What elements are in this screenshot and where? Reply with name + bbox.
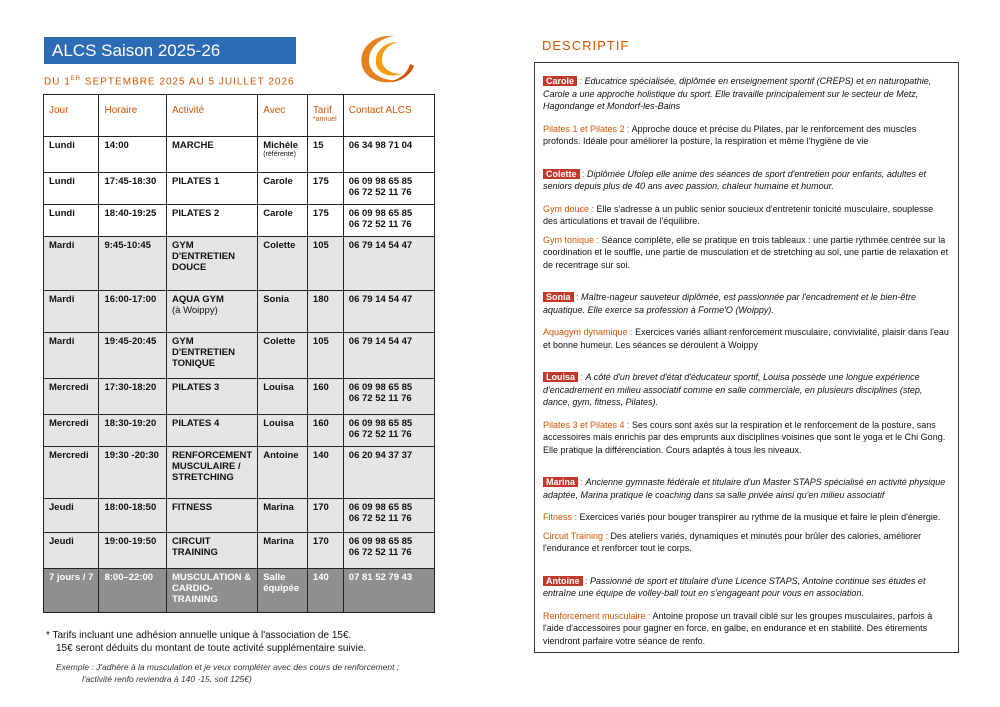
contact-phone: 06 72 52 11 76 (348, 547, 412, 558)
cell-horaire: 19:00-19:50 (99, 533, 167, 569)
table-row (44, 237, 435, 291)
cell-tarif: 160 (307, 415, 343, 447)
course-name: Renforcement musculaire : (543, 610, 653, 621)
header-activite: Activité (166, 95, 257, 137)
cell-jour: Mardi (44, 237, 99, 291)
table-row (44, 569, 435, 613)
table-row (44, 499, 435, 533)
cell-activite (166, 415, 257, 447)
coach-name-tag: Carole (543, 76, 577, 86)
cell-tarif: 105 (307, 237, 343, 291)
contact-phone: 06 09 98 65 85 (348, 208, 413, 219)
course-text: Exercices variés pour bouger transpirer au rythme de la musique et faire le plein d'énergie. (579, 512, 941, 522)
course-text: Séance complète, elle se pratique en trois tableaux : une partie rythmée centrée sur la coordination et le souffle, une partie de musculation et de stretching au sol, une partie de relaxation et de recentrage sur soi. (543, 234, 949, 270)
cell-activite (166, 333, 257, 379)
section-gap (543, 357, 950, 371)
table-row (44, 533, 435, 569)
cell-horaire: 19:45-20:45 (99, 333, 167, 379)
cell-tarif: 140 (307, 447, 343, 499)
course-description (543, 511, 950, 524)
cell-activite (166, 379, 257, 415)
contact-phone: 06 79 14 54 47 (348, 294, 413, 305)
cell-horaire: 18:40-19:25 (99, 205, 167, 237)
header-horaire: Horaire (99, 95, 167, 137)
colon: : (582, 575, 591, 586)
section-gap (543, 462, 950, 476)
colon: : (578, 477, 586, 487)
header-jour: Jour (44, 95, 99, 137)
cell-jour: 7 jours / 7 (44, 569, 99, 613)
coach-bio (543, 75, 950, 113)
header-tarif: Tarif $^{*annuel}$ (307, 95, 343, 137)
cell-horaire: 17:45-18:30 (99, 173, 167, 205)
course-description (543, 530, 950, 555)
cell-jour: Mercredi (44, 379, 99, 415)
cell-jour: Jeudi (44, 533, 99, 569)
coach-bio-text: Ancienne gymnaste fédérale et titulaire d'un Master STAPS spécialisé en activité physique adaptée, Marina pratique le coaching dans sa salle privée ainsi qu'en milieu associatif (543, 477, 946, 500)
course-name: Pilates 3 et Pilates 4 : (543, 419, 633, 430)
activite-line: STRETCHING (171, 472, 234, 483)
course-description (543, 326, 950, 351)
cell-contact (343, 533, 434, 569)
table-header-row (44, 95, 435, 137)
course-name: Fitness : (543, 512, 580, 522)
cell-tarif: 175 (307, 205, 343, 237)
course-name: Pilates 1 et Pilates 2 : (543, 123, 632, 134)
cell-jour: Jeudi (44, 499, 99, 533)
contact-phone: 07 81 52 79 43 (348, 572, 413, 583)
cell-contact (343, 569, 434, 613)
contact-phone: 06 09 98 65 85 (348, 418, 413, 429)
cell-contact (343, 333, 434, 379)
cell-avec: Sonia (258, 291, 308, 333)
cell-avec: Marina (258, 533, 308, 569)
coach-bio-text: A côté d'un brevet d'état d'éducateur sportif, Louisa possède une longue expérience d'encadrement en milieu associatif comme en salle commerciale, en plusieurs disciplines (step, dance, gym, fitness, Pilates). (543, 372, 923, 407)
cell-activite (166, 237, 257, 291)
section-gap (543, 154, 950, 168)
activite-sub: (à Woippy) (171, 305, 218, 316)
cell-avec: Colette (258, 333, 308, 379)
table-row (44, 173, 435, 205)
activite-line: D'ENTRETIEN (171, 347, 235, 358)
course-name: Gym douce : (543, 203, 597, 214)
coach-name-tag: Colette (543, 169, 580, 179)
course-text: Antoine propose un travail ciblé sur les groupes musculaires, parfois à l'aide d'accessoires pour gagner en force, en galbe, en endurance et en stabilité. Des étirements viendront parfaire votre séance de renfo. (543, 610, 933, 646)
avec-sub: (référente) (263, 151, 296, 158)
section-gap (543, 561, 950, 575)
descriptif-box (534, 62, 959, 653)
cell-activite (166, 569, 257, 613)
course-text: Exercices variés alliant renforcement musculaire, convivialité, plaisir dans l'eau et bonne humeur. Les séances se déroulent à Woippy (543, 327, 949, 350)
descriptif-title: DESCRIPTIF (542, 38, 630, 53)
cell-avec: Michèle (référente) (258, 137, 308, 173)
page-title: ALCS Saison 2025-26 (44, 37, 296, 64)
cell-contact (343, 237, 434, 291)
cell-avec: Carole (258, 205, 308, 237)
cell-contact (343, 205, 434, 237)
cell-avec: Louisa (258, 379, 308, 415)
cell-avec: Carole (258, 173, 308, 205)
cell-tarif: 160 (307, 379, 343, 415)
activite-line: TRAINING (171, 547, 218, 558)
table-row (44, 447, 435, 499)
cell-activite (166, 205, 257, 237)
cell-activite (166, 447, 257, 499)
coach-bio (543, 168, 950, 193)
coach-bio (543, 575, 950, 600)
coach-bio (543, 371, 950, 409)
alcs-logo (354, 30, 420, 88)
contact-phone: 06 72 52 11 76 (348, 219, 412, 230)
section-gap (543, 277, 950, 291)
contact-phone: 06 09 98 65 85 (348, 502, 413, 513)
course-name: Gym tonique : (543, 234, 602, 245)
coach-name-tag: Marina (543, 477, 578, 487)
cell-jour: Mercredi (44, 415, 99, 447)
cell-jour: Lundi (44, 137, 99, 173)
cell-contact (343, 291, 434, 333)
activite-line: PILATES 1 (171, 176, 220, 187)
activite-line: FITNESS (171, 502, 213, 513)
cell-activite (166, 137, 257, 173)
contact-phone: 06 34 98 71 04 (348, 140, 413, 151)
coach-bio-text: Diplômée Ufolep elle anime des séances de sport d'entretien pour enfants, adultes et seniors depuis plus de 40 ans avec passion, chaleur humaine et humour. (543, 168, 926, 191)
cell-activite (166, 533, 257, 569)
coach-name-tag: Louisa (543, 372, 578, 382)
activite-line: D'ENTRETIEN (171, 251, 235, 262)
cell-jour: Lundi (44, 173, 99, 205)
cell-activite (166, 499, 257, 533)
cell-horaire: 17:30-18:20 (99, 379, 167, 415)
cell-activite (166, 173, 257, 205)
cell-avec: Marina (258, 499, 308, 533)
activite-line: GYM (171, 336, 194, 347)
coach-bio (543, 291, 950, 316)
cell-horaire: 14:00 (99, 137, 167, 173)
coach-name-tag: Antoine (543, 576, 583, 586)
contact-phone: 06 72 52 11 76 (348, 187, 412, 198)
course-description (543, 610, 950, 648)
cell-jour: Mardi (44, 333, 99, 379)
cell-tarif: 15 (307, 137, 343, 173)
header-contact: Contact ALCS (343, 95, 434, 137)
cell-avec: Colette (258, 237, 308, 291)
course-text: Ses cours sont axés sur la respiration et le renforcement de la posture, sans accessoires mais enrichis par des emprunts aux disciplines voisines que sont le yoga et le Chi Gong. Elle pratique la différenciation. Cours adaptés à tous les niveaux. (543, 419, 946, 455)
coach-bio-text: Passionné de sport et titulaire d'une Licence STAPS, Antoine continue ses études et entraîne une équipe de volley-ball tout en s'engageant pour vous en association. (543, 575, 926, 598)
table-row (44, 205, 435, 237)
course-name: Aquagym dynamique : (543, 327, 636, 337)
contact-phone: 06 72 52 11 76 (348, 513, 412, 524)
cell-tarif: 180 (307, 291, 343, 333)
cell-contact (343, 137, 434, 173)
table-row (44, 137, 435, 173)
course-text: Des ateliers variés, dynamiques et minutés pour brûler des calories, améliorer l'endurance et renforcer tout le corps. (543, 530, 922, 553)
cell-contact (343, 379, 434, 415)
coach-bio-text: Educatrice spécialisée, diplômée en enseignement sportif (CREPS) et en naturopathie, Carole a une approche holistique du sport. Elle travaille principalement sur le secteur de Metz, Hagondange et Mondorf-les-Bains (543, 76, 932, 111)
contact-phone: 06 09 98 65 85 (348, 536, 413, 547)
activite-line: RENFORCEMENT (171, 450, 253, 461)
cell-contact (343, 173, 434, 205)
colon: : (573, 292, 582, 302)
cell-jour: Mercredi (44, 447, 99, 499)
coach-name-tag: Sonia (543, 292, 574, 302)
course-description (543, 123, 950, 148)
contact-phone: 06 09 98 65 85 (348, 176, 413, 187)
cell-avec: Antoine (258, 447, 308, 499)
activite-line: MUSCULAIRE / (171, 461, 241, 472)
activite-line: TONIQUE (171, 358, 216, 369)
colon: : (578, 372, 586, 382)
cell-avec: Louisa (258, 415, 308, 447)
pricing-example: Exemple : J'adhère à la musculation et je veux compléter avec des cours de renforcement ; l'activité renfo reviendra à 140 -15, soit 125€) (56, 662, 400, 684)
contact-phone: 06 72 52 11 76 (348, 393, 412, 404)
header-avec: Avec (258, 95, 308, 137)
season-dates: DU 1ER SEPTEMBRE 2025 AU 5 JUILLET 2026 (44, 76, 295, 88)
cell-tarif: 170 (307, 533, 343, 569)
cell-horaire: 16:00-17:00 (99, 291, 167, 333)
cell-horaire: 18:30-19:20 (99, 415, 167, 447)
contact-phone: 06 72 52 11 76 (348, 429, 412, 440)
course-text: Approche douce et précise du Pilates, par le renforcement des muscles profonds. Idéale pour améliorer la posture, la respiration et même l'hygiène de vie (543, 123, 917, 146)
activite-line: PILATES 3 (171, 382, 220, 393)
coach-bio-text: Maître-nageur sauveteur diplômée, est passionnée par l'encadrement et le bien-être aquatique. Elle exerce sa profession à Forme'O (Woippy). (543, 292, 916, 315)
cell-horaire: 19:30 -20:30 (99, 447, 167, 499)
cell-horaire: 18:00-18:50 (99, 499, 167, 533)
cell-contact (343, 447, 434, 499)
activite-line: GYM (171, 240, 194, 251)
table-row (44, 415, 435, 447)
schedule-table (43, 94, 435, 613)
cell-avec: Salle équipée (258, 569, 308, 613)
contact-phone: 06 79 14 54 47 (348, 240, 413, 251)
cell-jour: Mardi (44, 291, 99, 333)
contact-phone: 06 20 94 37 37 (348, 450, 413, 461)
activite-line: MARCHE (171, 140, 214, 151)
activite-line: MUSCULATION & (171, 572, 251, 583)
pricing-footnote: * Tarifs incluant une adhésion annuelle unique à l'association de 15€. 15€ seront déduits du montant de toute activité supplémentaire suivie. (46, 630, 367, 654)
table-row (44, 379, 435, 415)
course-description (543, 234, 950, 272)
cell-activite (166, 291, 257, 333)
activite-line: CARDIO-TRAINING (171, 583, 218, 605)
activite-line: DOUCE (171, 262, 207, 273)
colon: : (579, 168, 588, 179)
activite-line: AQUA GYM (171, 294, 224, 305)
table-row (44, 291, 435, 333)
cell-tarif: 175 (307, 173, 343, 205)
cell-contact (343, 499, 434, 533)
coach-bio (543, 476, 950, 501)
activite-line: PILATES 4 (171, 418, 220, 429)
activite-line: CIRCUIT (171, 536, 211, 547)
cell-horaire: 8:00–22:00 (99, 569, 167, 613)
cell-contact (343, 415, 434, 447)
cell-tarif: 140 (307, 569, 343, 613)
activite-line: PILATES 2 (171, 208, 220, 219)
cell-tarif: 105 (307, 333, 343, 379)
course-text: Elle s'adresse à un public senior soucieux d'entretenir tonicité musculaire, souplesse des articulations et travail de l'équilibre. (543, 203, 934, 226)
course-description (543, 419, 950, 457)
cell-horaire: 9:45-10:45 (99, 237, 167, 291)
colon: : (577, 76, 585, 86)
contact-phone: 06 09 98 65 85 (348, 382, 413, 393)
table-row (44, 333, 435, 379)
course-name: Circuit Training : (543, 530, 611, 541)
cell-tarif: 170 (307, 499, 343, 533)
course-description (543, 203, 950, 228)
cell-jour: Lundi (44, 205, 99, 237)
contact-phone: 06 79 14 54 47 (348, 336, 413, 347)
